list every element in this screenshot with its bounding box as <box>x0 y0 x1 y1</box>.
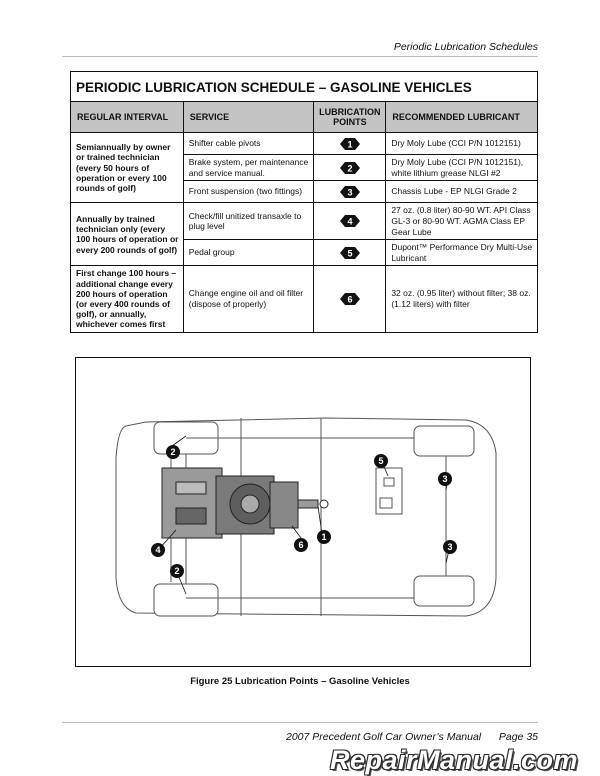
interval-cell: First change 100 hours – additional change every 200 hours of operation (or every 400 rounds of golf), or annually, whichever comes first <box>71 266 184 332</box>
col-header-lubricant: RECOMMENDED LUBRICANT <box>386 102 538 133</box>
svg-text:4: 4 <box>347 216 353 227</box>
lubricant-cell: Dry Moly Lube (CCI P/N 1012151) <box>386 133 538 155</box>
callout-6: 6 <box>294 538 308 552</box>
point-1-badge-icon <box>338 137 362 151</box>
col-header-points: LUBRICATION POINTS <box>314 102 386 133</box>
lube-point-cell <box>314 155 386 181</box>
callout-5: 5 <box>374 454 388 468</box>
table-row <box>71 203 538 240</box>
lube-point-cell <box>314 240 386 266</box>
service-cell: Brake system, per maintenance and service manual. <box>183 155 314 181</box>
table-title: PERIODIC LUBRICATION SCHEDULE – GASOLINE VEHICLES <box>71 72 538 102</box>
col-header-interval: REGULAR INTERVAL <box>71 102 184 133</box>
footer-page-number: Page 35 <box>498 731 538 743</box>
lubrication-schedule-table <box>70 71 538 333</box>
callout-2-rear: 2 <box>170 564 184 578</box>
footer-manual-title: 2007 Precedent Golf Car Owner’s Manual <box>286 731 482 743</box>
svg-text:1: 1 <box>347 139 353 149</box>
lube-point-cell <box>314 181 386 203</box>
lube-point-cell <box>314 203 386 240</box>
svg-text:5: 5 <box>347 248 353 259</box>
lubrication-points-figure <box>75 357 531 667</box>
point-2-badge-icon <box>338 161 362 175</box>
lube-point-cell <box>314 133 386 155</box>
lube-point-cell <box>314 266 386 332</box>
lubricant-cell: Chassis Lube - EP NLGI Grade 2 <box>386 181 538 203</box>
figure-caption: Figure 25 Lubrication Points – Gasoline Vehicles <box>190 676 410 687</box>
callout-2-front: 2 <box>166 445 180 459</box>
svg-text:6: 6 <box>347 294 353 305</box>
golf-car-chassis-diagram <box>76 358 529 665</box>
service-cell: Pedal group <box>183 240 314 266</box>
callout-4: 4 <box>151 543 165 557</box>
service-cell: Change engine oil and oil filter (dispose of properly) <box>183 266 314 332</box>
svg-text:2: 2 <box>347 163 353 174</box>
watermark-logo: RepairManual.com <box>330 745 579 775</box>
lubricant-cell: 27 oz. (0.8 liter) 80-90 WT. API Class GL-3 or 80-90 WT. AGMA Class EP Gear Lube <box>386 203 538 240</box>
point-5-badge-icon <box>338 246 362 260</box>
table-row <box>71 266 538 332</box>
callout-1: 1 <box>317 530 331 544</box>
lubricant-cell: Dupont™ Performance Dry Multi-Use Lubricant <box>386 240 538 266</box>
service-cell: Front suspension (two fittings) <box>183 181 314 203</box>
point-6-badge-icon <box>338 292 362 306</box>
svg-text:3: 3 <box>347 187 353 198</box>
lubricant-cell: Dry Moly Lube (CCI P/N 1012151), white lithium grease NLGI #2 <box>386 155 538 181</box>
col-header-service: SERVICE <box>183 102 314 133</box>
table-header-row <box>71 102 538 133</box>
lubricant-cell: 32 oz. (0.95 liter) without filter; 38 oz. (1.12 liters) with filter <box>386 266 538 332</box>
service-cell: Shifter cable pivots <box>183 133 314 155</box>
footer-divider <box>62 722 538 723</box>
point-4-badge-icon <box>338 214 362 228</box>
running-header: Periodic Lubrication Schedules <box>393 41 538 53</box>
interval-cell: Semiannually by owner or trained technician (every 50 hours of operation or every 100 rounds of golf) <box>71 133 184 203</box>
callout-3-lower: 3 <box>443 540 457 554</box>
interval-cell: Annually by trained technician only (every 100 hours of operation or every 200 rounds of golf) <box>71 203 184 266</box>
callout-3-upper: 3 <box>438 472 452 486</box>
table-row <box>71 133 538 155</box>
service-cell: Check/fill unitized transaxle to plug level <box>183 203 314 240</box>
point-3-badge-icon <box>338 185 362 199</box>
header-divider <box>62 56 538 57</box>
